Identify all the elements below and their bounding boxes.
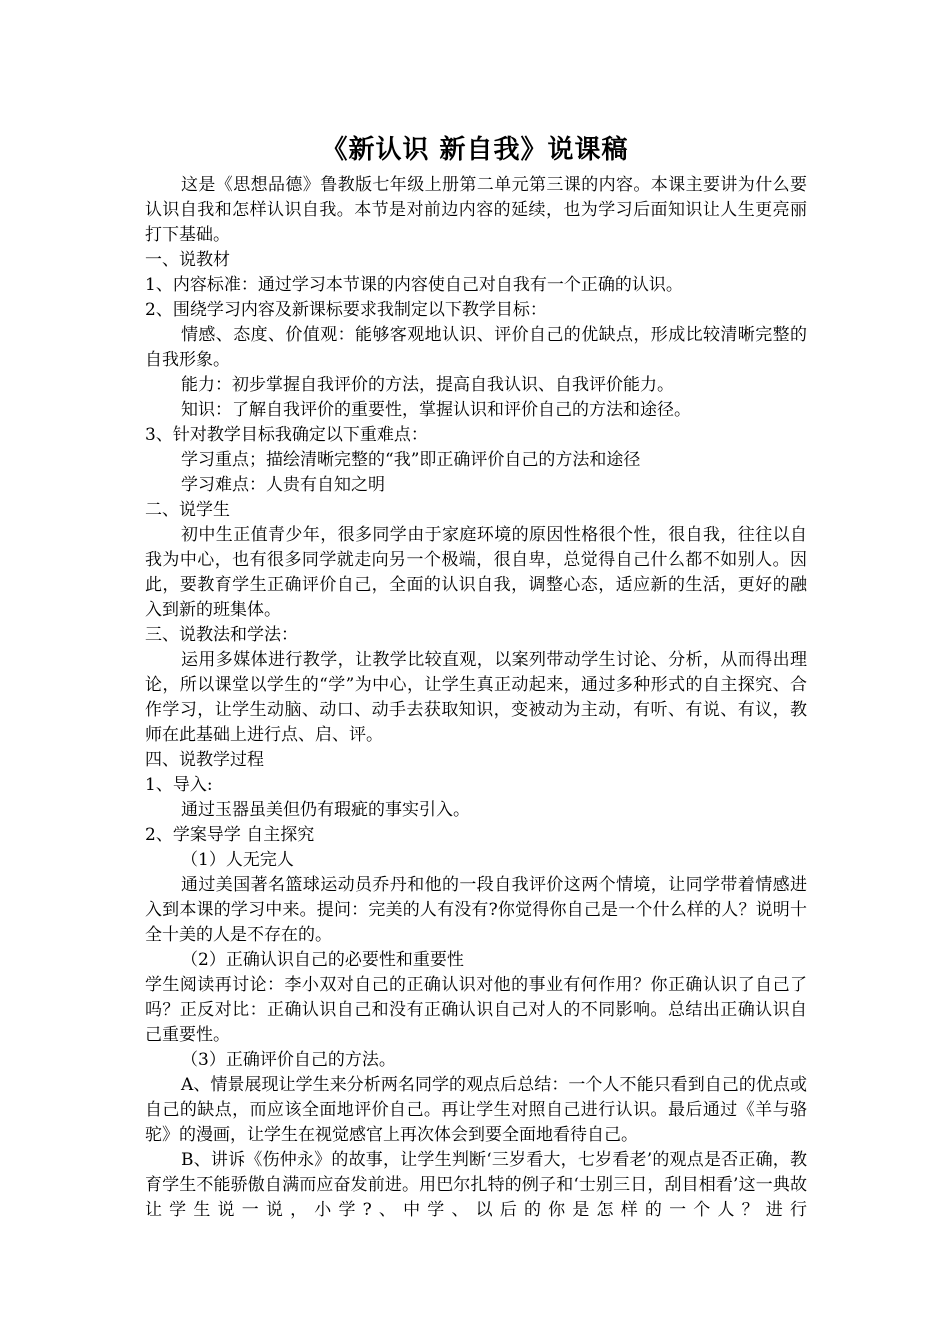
body-paragraph: 能力：初步掌握自我评价的方法，提高自我认识、自我评价能力。 xyxy=(181,375,674,395)
body-paragraph: 学生阅读再讨论：李小双对自己的正确认识对他的事业有何作用？你正确认识了自己了吗？正反对比：正确认识自己和没有正确认识自己对人的不同影响。总结出正确认识自己重要性。 xyxy=(145,975,807,1045)
body-paragraph: B、讲诉《伤仲永》的故事，让学生判断‘三岁看大，七岁看老’的观点是否正确，教育学生不能骄傲自满而应奋发前进。用巴尔扎特的例子和‘士别三日，刮目相看’这一典故让学生说一说，小学?、中学、以后的你是怎样的一个人？进行 xyxy=(145,1150,807,1220)
document-body xyxy=(145,173,807,1223)
intro-paragraph: 这是《思想品德》鲁教版七年级上册第二单元第三课的内容。本课主要讲为什么要认识自我和怎样认识自我。本节是对前边内容的延续，也为学习后面知识让人生更亮丽打下基础。 xyxy=(145,175,807,245)
body-paragraph: 学习重点；描绘清晰完整的“我”即正确评价自己的方法和途径 xyxy=(181,450,641,470)
sub-heading: （3）正确评价自己的方法。 xyxy=(181,1050,396,1070)
sub-heading: （2）正确认识自己的必要性和重要性 xyxy=(181,950,464,970)
section-heading: 一、说教材 xyxy=(145,250,230,270)
list-item: 1、内容标准：通过学习本节课的内容使自己对自我有一个正确的认识。 xyxy=(145,275,683,295)
body-paragraph: 通过美国著名篮球运动员乔丹和他的一段自我评价这两个情境，让同学带着情感进入到本课的学习中来。提问：完美的人有没有?你觉得你自己是一个什么样的人？说明十全十美的人是不存在的。 xyxy=(145,875,807,945)
body-paragraph: 通过玉器虽美但仍有瑕疵的事实引入。 xyxy=(181,800,470,820)
body-paragraph: A、情景展现让学生来分析两名同学的观点后总结：一个人不能只看到自己的优点或自己的缺点，而应该全面地评价自己。再让学生对照自己进行认识。最后通过《羊与骆驼》的漫画，让学生在视觉感官上再次体会到要全面地看待自己。 xyxy=(145,1075,807,1145)
section-heading: 三、说教法和学法： xyxy=(145,625,298,645)
sub-heading: （1）人无完人 xyxy=(181,850,294,870)
section-heading: 二、说学生 xyxy=(145,500,230,520)
list-item: 3、针对教学目标我确定以下重难点： xyxy=(145,425,428,445)
document-title: 《新认识 新自我》说课稿 xyxy=(321,135,629,165)
section-heading: 四、说教学过程 xyxy=(145,750,264,770)
body-paragraph: 运用多媒体进行教学，让教学比较直观，以案列带动学生讨论、分析，从而得出理论，所以课堂以学生的“学”为中心，让学生真正动起来，通过多种形式的自主探究、合作学习，让学生动脑、动口、动手去获取知识，变被动为主动，有听、有说、有议，教师在此基础上进行点、启、评。 xyxy=(145,650,807,745)
body-paragraph: 初中生正值青少年，很多同学由于家庭环境的原因性格很个性，很自我，往往以自我为中心，也有很多同学就走向另一个极端，很自卑，总觉得自己什么都不如别人。因此，要教育学生正确评价自己，全面的认识自我，调整心态，适应新的生活，更好的融入到新的班集体。 xyxy=(145,525,807,620)
body-paragraph: 知识：了解自我评价的重要性，掌握认识和评价自己的方法和途径。 xyxy=(181,400,691,420)
list-item: 2、学案导学 自主探究 xyxy=(145,825,315,845)
body-paragraph: 情感、态度、价值观：能够客观地认识、评价自己的优缺点，形成比较清晰完整的自我形象。 xyxy=(145,325,807,370)
body-paragraph: 学习难点：人贵有自知之明 xyxy=(181,475,385,495)
list-item: 1、导入: xyxy=(145,775,213,795)
list-item: 2、围绕学习内容及新课标要求我制定以下教学目标： xyxy=(145,300,547,320)
